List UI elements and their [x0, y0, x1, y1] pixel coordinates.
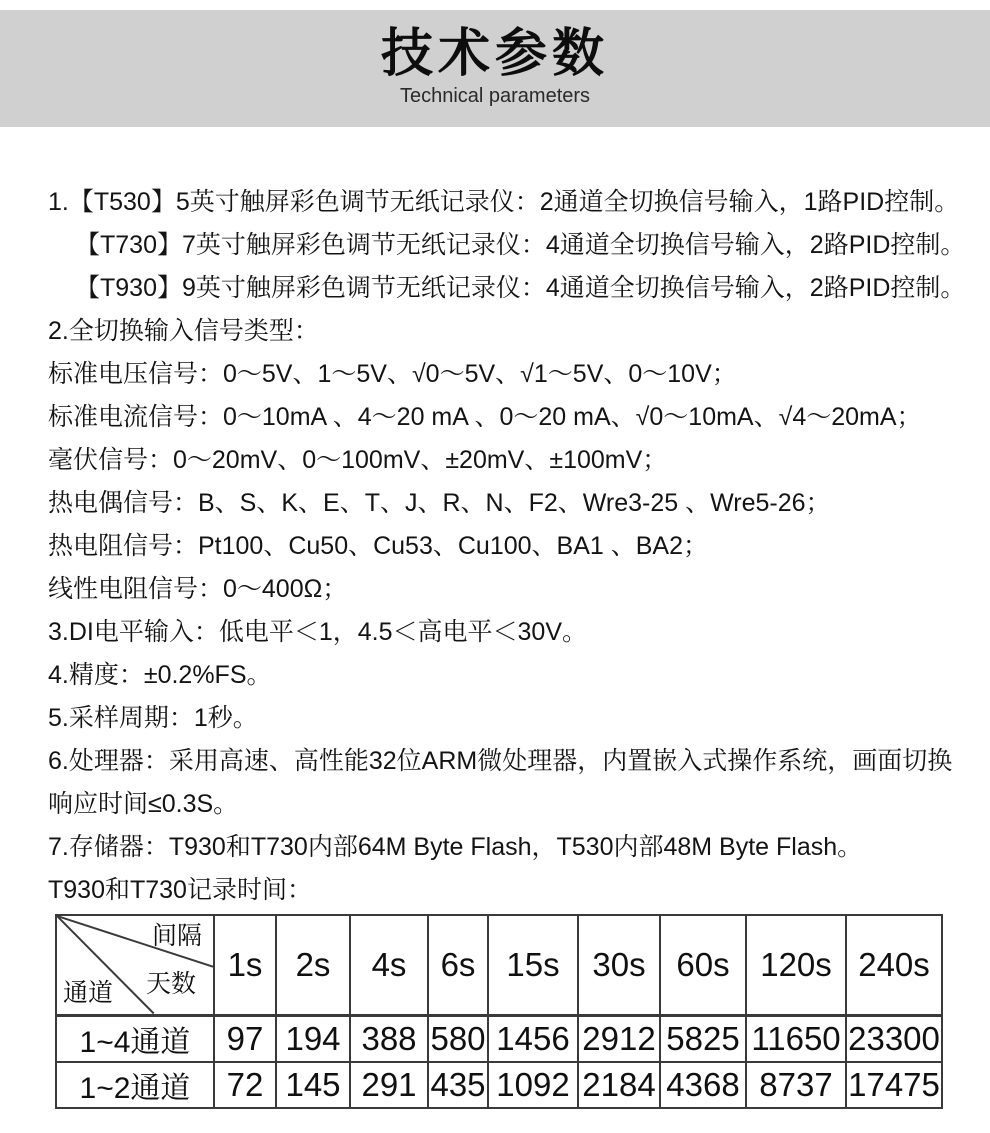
spec-line-5: 标准电压信号：0～5V、1～5V、√0～5V、√1～5V、0～10V； [48, 360, 737, 388]
row-label: 1~2通道 [56, 1062, 214, 1108]
cell: 1092 [488, 1062, 578, 1108]
spec-line-9: 热电阻信号：Pt100、Cu50、Cu53、Cu100、BA1 、BA2； [48, 532, 708, 560]
cell: 291 [350, 1062, 428, 1108]
table-header-row [56, 915, 942, 1015]
page-subtitle: Technical parameters [399, 85, 591, 107]
cell: 145 [276, 1062, 350, 1108]
corner-label-days: 天数 [145, 970, 196, 998]
cell: 5825 [660, 1015, 746, 1062]
column-header-30s: 30s [578, 915, 660, 1015]
page-title: 技术参数 [380, 25, 609, 83]
cell: 2184 [578, 1062, 660, 1108]
spec-line-6: 标准电流信号：0～10mA 、4～20 mA 、0～20 mA、√0～10mA、√4～20mA； [48, 403, 922, 431]
corner-label-interval: 间隔 [151, 922, 202, 950]
spec-line-4: 2.全切换输入信号类型： [48, 317, 319, 345]
cell: 388 [350, 1015, 428, 1062]
table-corner-cell [56, 915, 214, 1015]
header-band [0, 10, 990, 127]
spec-line-10: 线性电阻信号：0～400Ω； [48, 575, 348, 603]
cell: 23300 [846, 1015, 942, 1062]
recording-time-table [55, 914, 943, 1109]
spec-line-7: 毫伏信号：0～20mV、0～100mV、±20mV、±100mV； [48, 446, 668, 474]
spec-line-14: 6.处理器：采用高速、高性能32位ARM微处理器，内置嵌入式操作系统，画面切换 [48, 747, 953, 775]
column-header-6s: 6s [428, 915, 488, 1015]
column-header-1s: 1s [214, 915, 276, 1015]
spec-line-3: 【T930】9英寸触屏彩色调节无纸记录仪：4通道全切换信号输入，2路PID控制。 [75, 274, 966, 302]
cell: 17475 [846, 1062, 942, 1108]
spec-line-13: 5.采样周期：1秒。 [48, 704, 258, 732]
cell: 194 [276, 1015, 350, 1062]
cell: 580 [428, 1015, 488, 1062]
cell: 435 [428, 1062, 488, 1108]
table-row-1-2-channel [56, 1062, 942, 1108]
column-header-240s: 240s [846, 915, 942, 1015]
cell: 1456 [488, 1015, 578, 1062]
spec-line-1: 1.【T530】5英寸触屏彩色调节无纸记录仪：2通道全切换信号输入，1路PID控制。 [48, 188, 960, 216]
cell: 4368 [660, 1062, 746, 1108]
spec-line-16: 7.存储器：T930和T730内部64M Byte Flash，T530内部48M Byte Flash。 [48, 833, 863, 861]
cell: 2912 [578, 1015, 660, 1062]
column-header-60s: 60s [660, 915, 746, 1015]
cell: 97 [214, 1015, 276, 1062]
spec-line-15: 响应时间≤0.3S。 [48, 790, 239, 818]
spec-line-17: T930和T730记录时间： [48, 876, 312, 904]
column-header-120s: 120s [746, 915, 846, 1015]
row-label: 1~4通道 [56, 1015, 214, 1062]
column-header-2s: 2s [276, 915, 350, 1015]
spec-line-12: 4.精度：±0.2%FS。 [48, 661, 272, 689]
corner-label-channel: 通道 [63, 978, 114, 1007]
cell: 11650 [746, 1015, 846, 1062]
spec-line-11: 3.DI电平输入：低电平＜1，4.5＜高电平＜30V。 [48, 618, 587, 646]
table-row-1-4-channel [56, 1015, 942, 1062]
cell: 8737 [746, 1062, 846, 1108]
spec-line-8: 热电偶信号：B、S、K、E、T、J、R、N、F2、Wre3-25 、Wre5-26； [48, 489, 831, 517]
spec-line-2: 【T730】7英寸触屏彩色调节无纸记录仪：4通道全切换信号输入，2路PID控制。 [75, 231, 966, 259]
cell: 72 [214, 1062, 276, 1108]
spec-list [48, 181, 990, 912]
column-header-15s: 15s [488, 915, 578, 1015]
column-header-4s: 4s [350, 915, 428, 1015]
